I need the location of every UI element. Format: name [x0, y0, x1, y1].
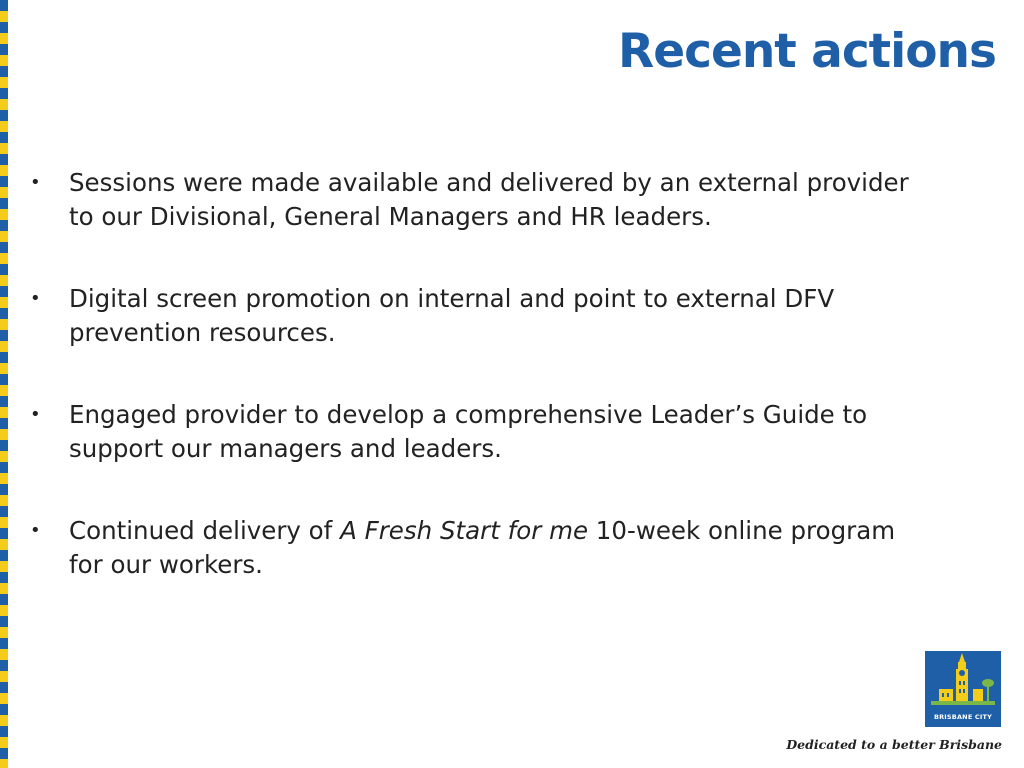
bullet-item — [28, 282, 928, 398]
bullet-text — [69, 282, 929, 350]
bullet-list — [28, 166, 928, 630]
brisbane-city-logo — [925, 651, 1001, 727]
city-hall-tower-icon — [925, 651, 1001, 711]
bullet-text-part: Continued delivery of — [69, 516, 341, 545]
bullet-dot-icon: • — [30, 172, 41, 193]
bullet-text-italic: A Fresh Start for me — [340, 516, 589, 545]
bullet-dot-icon: • — [30, 288, 41, 309]
bullet-text — [69, 398, 929, 466]
bullet-text-part: Digital screen promotion on internal and point to external DFV prevention resources. — [69, 284, 835, 347]
bullet-dot-icon: • — [30, 404, 41, 425]
bullet-text-part: Sessions were made available and delivered by an external provider to our Divisional, General Managers and HR leaders. — [69, 168, 909, 231]
left-decorative-stripe — [0, 0, 8, 768]
tagline: Dedicated to a better Brisbane — [786, 737, 1002, 752]
bullet-text — [69, 166, 929, 234]
bullet-item — [28, 514, 928, 630]
bullet-text — [69, 514, 929, 582]
bullet-text-part: Engaged provider to develop a comprehensive Leader’s Guide to support our managers and leaders. — [69, 400, 868, 463]
bullet-item — [28, 166, 928, 282]
slide-title: Recent actions — [618, 24, 996, 79]
bullet-dot-icon: • — [30, 520, 41, 541]
bullet-item — [28, 398, 928, 514]
logo-text: BRISBANE CITY — [933, 713, 993, 721]
bullet-text-part: 10-week online program for our workers. — [69, 516, 896, 579]
